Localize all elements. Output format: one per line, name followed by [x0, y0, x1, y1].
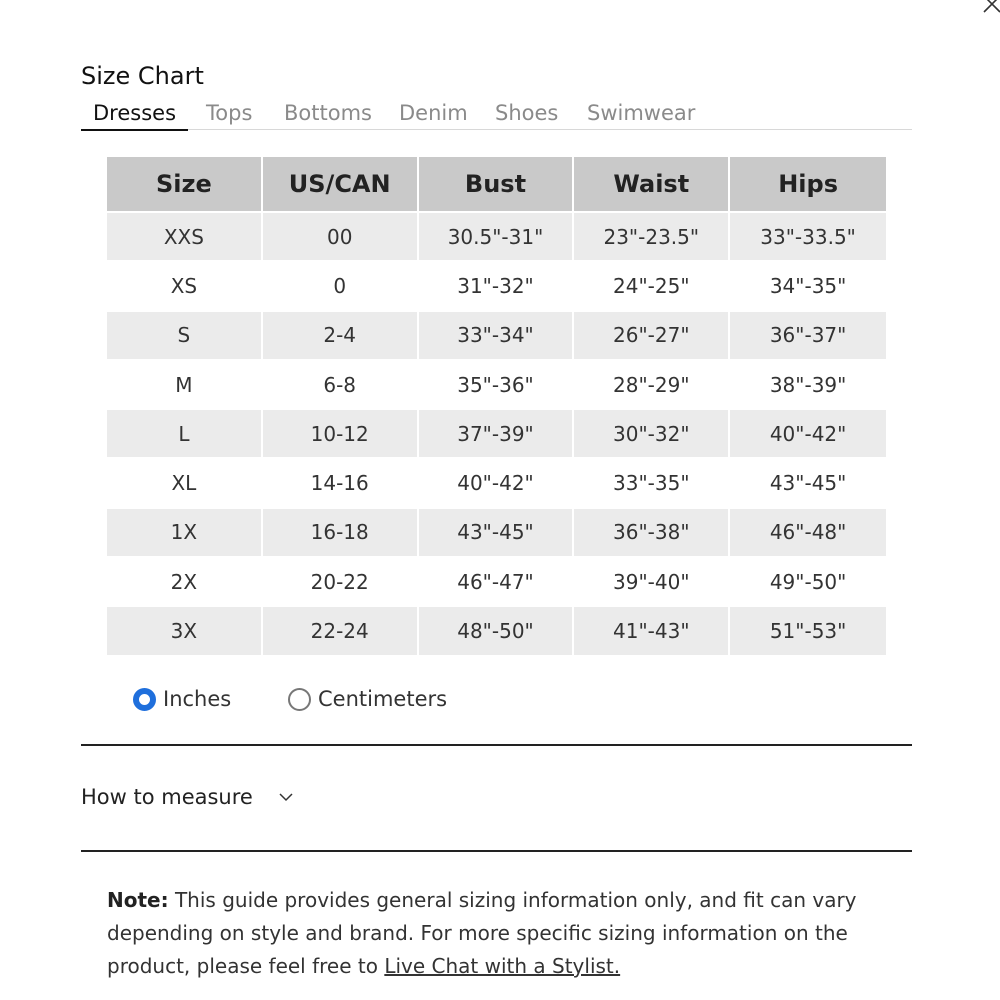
- waist-cell: 33"-35": [574, 459, 730, 508]
- inches-label: Inches: [163, 687, 232, 711]
- us-can-cell: 2-4: [263, 312, 419, 361]
- note-text: This guide provides general sizing information only, and fit can vary depending on style and brand. For more specific sizing information on the product, please feel free to: [107, 888, 857, 978]
- hips-cell: 34"-35": [730, 262, 886, 311]
- centimeters-label: Centimeters: [318, 687, 448, 711]
- table-row: [107, 262, 886, 311]
- bust-cell: 43"-45": [419, 509, 575, 558]
- unit-option-inches[interactable]: [133, 684, 231, 714]
- table-row: [107, 410, 886, 459]
- how-to-measure-label: How to measure: [81, 785, 253, 809]
- waist-cell: 41"-43": [574, 607, 730, 656]
- waist-cell: 30"-32": [574, 410, 730, 459]
- centimeters-radio[interactable]: [288, 688, 311, 711]
- size-cell: XXS: [107, 213, 263, 262]
- table-row: [107, 213, 886, 262]
- size-cell: 2X: [107, 558, 263, 607]
- bust-cell: 31"-32": [419, 262, 575, 311]
- size-cell: L: [107, 410, 263, 459]
- waist-cell: 36"-38": [574, 509, 730, 558]
- tab-swimwear[interactable]: Swimwear: [587, 101, 696, 125]
- waist-cell: 24"-25": [574, 262, 730, 311]
- us-can-cell: 14-16: [263, 459, 419, 508]
- bust-cell: 37"-39": [419, 410, 575, 459]
- size-cell: XL: [107, 459, 263, 508]
- hips-cell: 51"-53": [730, 607, 886, 656]
- column-header-waist: Waist: [574, 157, 730, 213]
- unit-option-centimeters[interactable]: [288, 684, 447, 714]
- column-header-hips: Hips: [730, 157, 886, 213]
- bust-cell: 33"-34": [419, 312, 575, 361]
- table-row: [107, 459, 886, 508]
- tab-denim[interactable]: Denim: [399, 101, 468, 125]
- size-cell: 1X: [107, 509, 263, 558]
- bust-cell: 46"-47": [419, 558, 575, 607]
- page-title: Size Chart: [81, 62, 204, 90]
- column-header-bust: Bust: [419, 157, 575, 213]
- size-table: [107, 157, 886, 657]
- us-can-cell: 10-12: [263, 410, 419, 459]
- bust-cell: 40"-42": [419, 459, 575, 508]
- bust-cell: 35"-36": [419, 361, 575, 410]
- us-can-cell: 00: [263, 213, 419, 262]
- table-header-row: [107, 157, 886, 213]
- tab-bottoms[interactable]: Bottoms: [284, 101, 372, 125]
- us-can-cell: 16-18: [263, 509, 419, 558]
- us-can-cell: 6-8: [263, 361, 419, 410]
- bust-cell: 30.5"-31": [419, 213, 575, 262]
- waist-cell: 28"-29": [574, 361, 730, 410]
- hips-cell: 49"-50": [730, 558, 886, 607]
- note-label: Note:: [107, 888, 169, 912]
- column-header-size: Size: [107, 157, 263, 213]
- hips-cell: 33"-33.5": [730, 213, 886, 262]
- table-row: [107, 607, 886, 656]
- tab-shoes[interactable]: Shoes: [495, 101, 559, 125]
- size-cell: XS: [107, 262, 263, 311]
- table-row: [107, 361, 886, 410]
- live-chat-link[interactable]: Live Chat with a Stylist.: [384, 954, 621, 978]
- inches-radio[interactable]: [133, 688, 156, 711]
- hips-cell: 46"-48": [730, 509, 886, 558]
- close-icon: [980, 0, 1000, 16]
- hips-cell: 43"-45": [730, 459, 886, 508]
- size-cell: M: [107, 361, 263, 410]
- close-button[interactable]: [980, 0, 1000, 16]
- size-cell: S: [107, 312, 263, 361]
- us-can-cell: 0: [263, 262, 419, 311]
- waist-cell: 26"-27": [574, 312, 730, 361]
- divider: [81, 744, 912, 746]
- divider: [81, 850, 912, 852]
- us-can-cell: 22-24: [263, 607, 419, 656]
- sizing-note: [107, 884, 907, 983]
- hips-cell: 40"-42": [730, 410, 886, 459]
- chevron-down-icon: [277, 788, 295, 806]
- hips-cell: 38"-39": [730, 361, 886, 410]
- category-tabs: [81, 98, 912, 130]
- size-cell: 3X: [107, 607, 263, 656]
- column-header-us-can: US/CAN: [263, 157, 419, 213]
- bust-cell: 48"-50": [419, 607, 575, 656]
- table-row: [107, 509, 886, 558]
- waist-cell: 23"-23.5": [574, 213, 730, 262]
- tab-dresses[interactable]: Dresses: [81, 98, 188, 131]
- tab-tops[interactable]: Tops: [206, 101, 253, 125]
- hips-cell: 36"-37": [730, 312, 886, 361]
- waist-cell: 39"-40": [574, 558, 730, 607]
- how-to-measure-toggle[interactable]: [81, 780, 295, 814]
- table-row: [107, 312, 886, 361]
- us-can-cell: 20-22: [263, 558, 419, 607]
- table-row: [107, 558, 886, 607]
